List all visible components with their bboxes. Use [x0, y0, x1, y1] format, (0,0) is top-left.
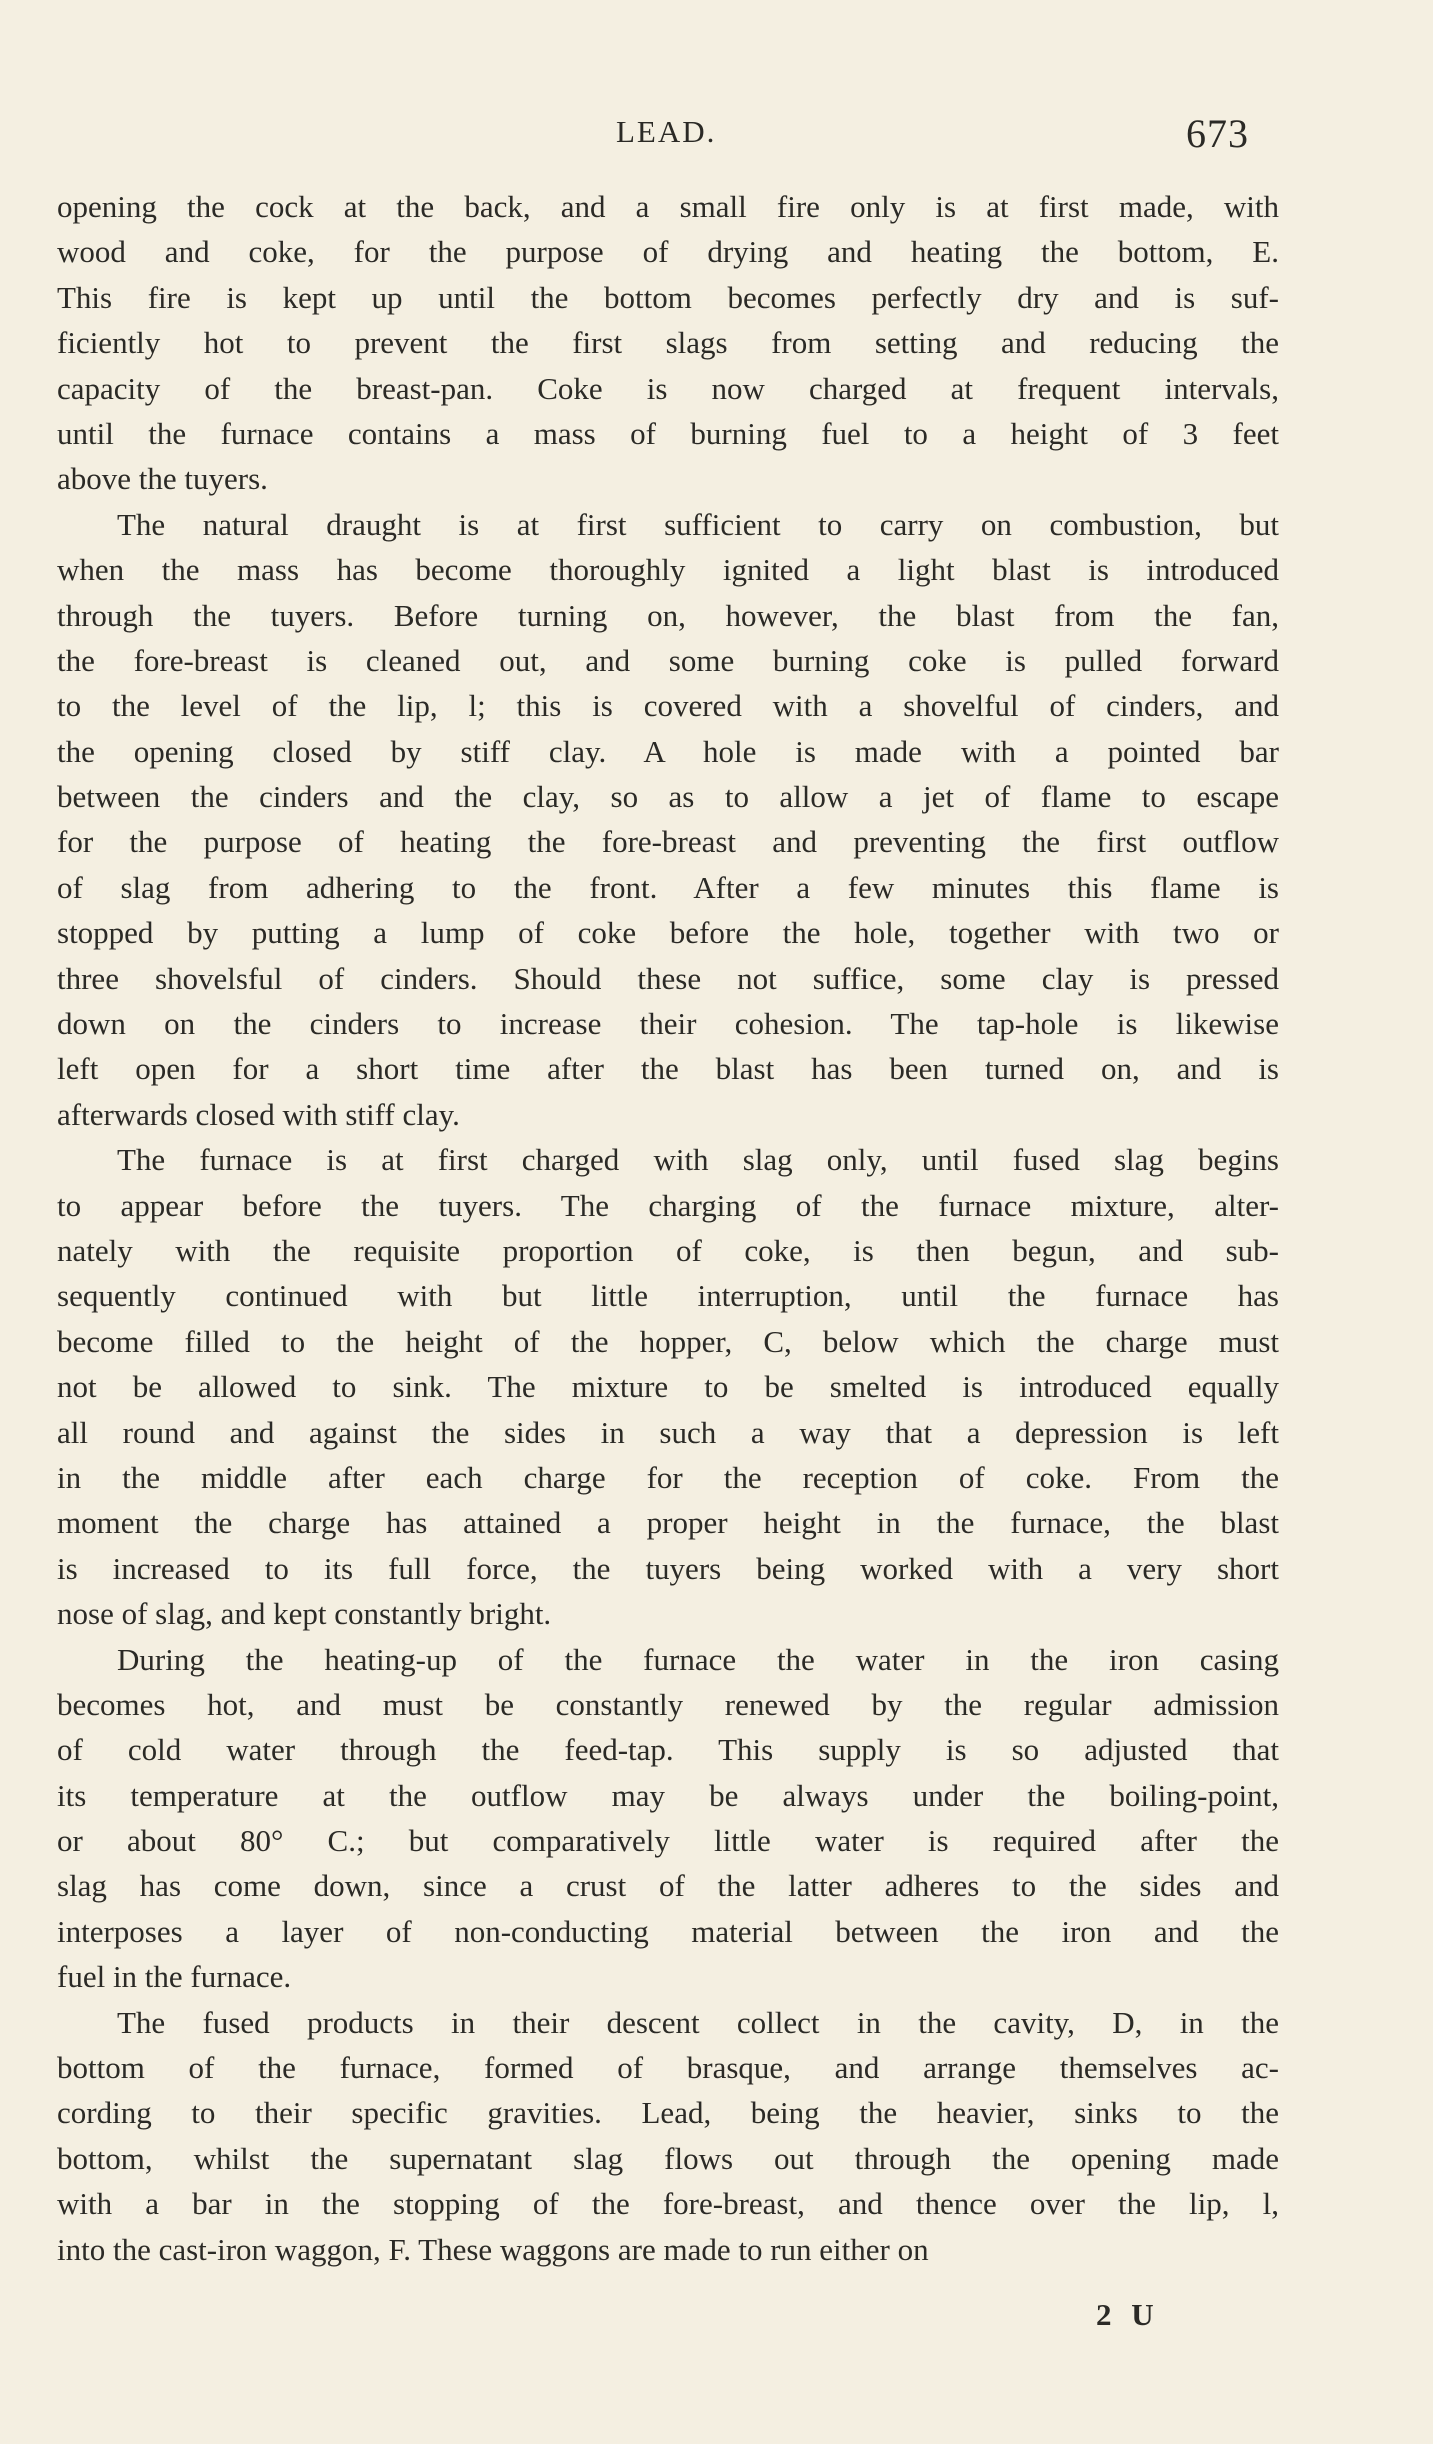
- text-line: the opening closed by stiff clay. A hole is made with a pointed bar: [57, 733, 1279, 769]
- text-line: or about 80° C.; but comparatively little water is required after the: [57, 1823, 1279, 1859]
- text-line: for the purpose of heating the fore-breast and preventing the first outflow: [57, 824, 1279, 860]
- running-head: [0, 110, 1433, 170]
- text-line: interposes a layer of non-conducting material between the iron and the: [57, 1913, 1279, 1949]
- text-line: through the tuyers. Before turning on, however, the blast from the fan,: [57, 597, 1279, 633]
- text-line: down on the cinders to increase their cohesion. The tap-hole is likewise: [57, 1006, 1279, 1042]
- text-line: three shovelsful of cinders. Should these not suffice, some clay is pressed: [57, 960, 1279, 996]
- text-line: afterwards closed with stiff clay.: [57, 1096, 460, 1132]
- text-line: becomes hot, and must be constantly renewed by the regular admission: [57, 1686, 1279, 1722]
- text-line: cording to their specific gravities. Lead, being the heavier, sinks to the: [57, 2095, 1279, 2131]
- text-line: nose of slag, and kept constantly bright.: [57, 1596, 552, 1632]
- paragraph: [57, 502, 1279, 1137]
- text-line: nately with the requisite proportion of coke, is then begun, and sub-: [57, 1232, 1279, 1268]
- text-line: is increased to its full force, the tuyers being worked with a very short: [57, 1550, 1279, 1586]
- text-line: bottom, whilst the supernatant slag flows out through the opening made: [57, 2140, 1279, 2176]
- text-line: wood and coke, for the purpose of drying and heating the bottom, E.: [57, 234, 1279, 270]
- text-line: left open for a short time after the blast has been turned on, and is: [57, 1051, 1279, 1087]
- text-line: until the furnace contains a mass of burning fuel to a height of 3 feet: [57, 415, 1279, 451]
- text-line: of slag from adhering to the front. After a few minutes this flame is: [57, 869, 1279, 905]
- text-line: The natural draught is at first sufficient to carry on combustion, but: [117, 506, 1279, 542]
- signature-mark: 2 U: [1096, 2297, 1160, 2332]
- text-line: slag has come down, since a crust of the latter adheres to the sides and: [57, 1868, 1279, 1904]
- text-line: capacity of the breast-pan. Coke is now charged at frequent intervals,: [57, 370, 1279, 406]
- text-line: ficiently hot to prevent the first slags from setting and reducing the: [57, 325, 1279, 361]
- text-line: into the cast-iron waggon, F. These waggons are made to run either on: [57, 2231, 929, 2267]
- text-line: above the tuyers.: [57, 461, 268, 497]
- text-line: all round and against the sides in such a way that a depression is left: [57, 1414, 1279, 1450]
- text-line: in the middle after each charge for the reception of coke. From the: [57, 1459, 1279, 1495]
- text-line: not be allowed to sink. The mixture to be smelted is introduced equally: [57, 1369, 1279, 1405]
- text-line: to the level of the lip, l; this is covered with a shovelful of cinders, and: [57, 688, 1279, 724]
- text-line: become filled to the height of the hopper, C, below which the charge must: [57, 1323, 1279, 1359]
- text-line: with a bar in the stopping of the fore-breast, and thence over the lip, l,: [57, 2186, 1279, 2222]
- paragraph: [57, 1137, 1279, 1636]
- paragraph: [57, 1637, 1279, 2000]
- text-line: stopped by putting a lump of coke before the hole, together with two or: [57, 915, 1279, 951]
- text-line: opening the cock at the back, and a small fire only is at first made, with: [57, 189, 1279, 224]
- text-line: bottom of the furnace, formed of brasque, and arrange themselves ac-: [57, 2050, 1279, 2086]
- text-line: when the mass has become thoroughly ignited a light blast is introduced: [57, 552, 1279, 588]
- running-title: LEAD.: [616, 114, 717, 149]
- text-line: to appear before the tuyers. The charging of the furnace mixture, alter-: [57, 1187, 1279, 1223]
- paragraph: [57, 2000, 1279, 2272]
- text-line: This fire is kept up until the bottom becomes perfectly dry and is suf-: [57, 279, 1279, 315]
- page-number: 673: [1186, 111, 1249, 156]
- text-line: fuel in the furnace.: [57, 1959, 292, 1995]
- paragraph: [57, 184, 1279, 502]
- text-line: moment the charge has attained a proper height in the furnace, the blast: [57, 1505, 1279, 1541]
- text-line: sequently continued with but little interruption, until the furnace has: [57, 1278, 1279, 1314]
- text-line: its temperature at the outflow may be always under the boiling-point,: [57, 1777, 1279, 1813]
- text-line: the fore-breast is cleaned out, and some burning coke is pulled forward: [57, 642, 1279, 678]
- body-text: [57, 184, 1279, 2272]
- text-line: between the cinders and the clay, so as to allow a jet of flame to escape: [57, 779, 1279, 815]
- text-line: During the heating-up of the furnace the water in the iron casing: [117, 1641, 1279, 1677]
- text-line: of cold water through the feed-tap. This supply is so adjusted that: [57, 1732, 1279, 1768]
- text-line: The fused products in their descent collect in the cavity, D, in the: [117, 2004, 1279, 2040]
- text-line: The furnace is at first charged with slag only, until fused slag begins: [117, 1142, 1279, 1178]
